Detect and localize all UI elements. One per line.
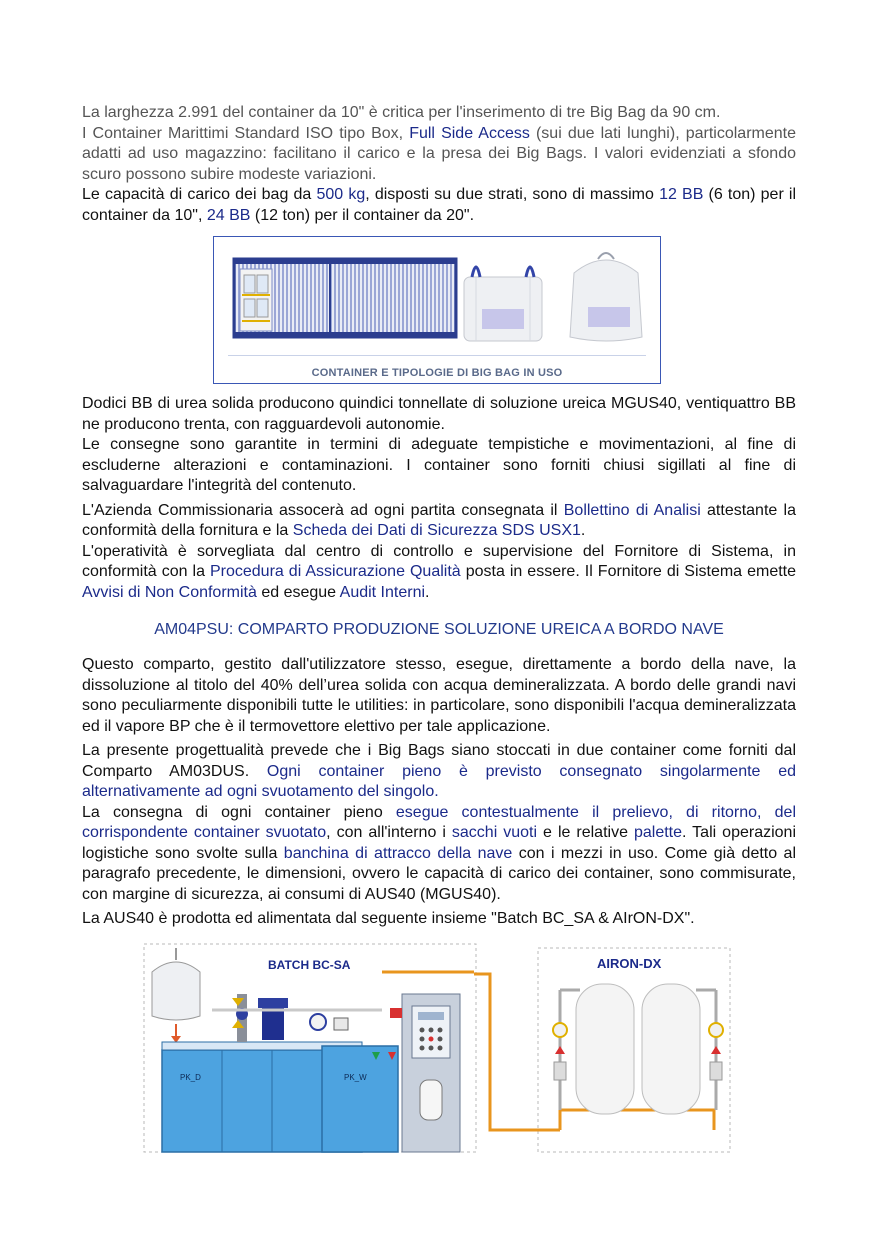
p4-text-b: posta in essere. Il Fornitore di Sistema emette bbox=[460, 563, 796, 580]
p3-text-c: . bbox=[580, 522, 586, 539]
s3-text-a: La consegna di ogni container pieno bbox=[82, 803, 396, 821]
p3-text-a: L'Azienda Commissionaria assocerà ad ogni partita consegnata il bbox=[82, 501, 564, 519]
big-bag-with-straps-drawing bbox=[464, 267, 542, 341]
intro-line2-b: (sui due lati lunghi), particolarmente adatti ad uso magazzino: facilitano il carico e la presa dei Big Bags. I valori evidenziati a sfondo scuro possono subire modeste variazioni. bbox=[82, 124, 797, 183]
intro-line2-a: I Container Marittimi Standard ISO tipo Box, bbox=[82, 124, 410, 142]
capacity-paragraph bbox=[82, 185, 796, 226]
container-bigbag-figure bbox=[213, 236, 661, 384]
avvisi-non-conformita-link[interactable]: Avvisi di Non Conformità bbox=[82, 583, 257, 601]
capacity-text-b: , disposti su due strati, sono di massimo bbox=[365, 186, 660, 203]
procedura-qualita-link[interactable]: Procedura di Assicurazione Qualità bbox=[209, 563, 461, 580]
full-side-access-link[interactable]: Full Side Access bbox=[409, 124, 530, 142]
control-cabinet bbox=[390, 994, 460, 1152]
pump-and-valves bbox=[212, 994, 382, 1042]
s3-text-e: con i mezzi in uso. Come già detto al paragrafo precedente, le dimensioni, ovvero le capacità di carico dei container, sono commisurate, con margine di sicurezza, ai consumi di AUS40 (MGUS40). bbox=[82, 844, 797, 903]
p4-text-a: L'operatività è sorvegliata dal centro di controllo e supervisione del Fornitore di Sistema, in conformità con la bbox=[82, 542, 796, 580]
capacity-text-d: (12 ton) per il container da 20". bbox=[250, 206, 475, 224]
body-paragraph-1: Dodici BB di urea solida producono quindici tonnellate di soluzione ureica MGUS40, ventiquattro BB ne producono trenta, con ragguardevoli autonomie. bbox=[82, 395, 796, 433]
figure-divider bbox=[228, 355, 646, 356]
container-bigbag-illustration bbox=[214, 237, 659, 352]
body-paragraph-2: Le consegne sono garantite in termini di adeguate tempistiche e movimentazioni, al fine di escluderne alterazioni e contaminazioni. I container sono forniti chiusi sigillati al fine di salvaguardare l'integrità del contenuto. bbox=[82, 436, 796, 494]
figure1-caption: CONTAINER E TIPOLOGIE DI BIG BAG IN USO bbox=[311, 367, 563, 379]
capacity-text-c: (6 ton) per il container da 10", bbox=[82, 186, 797, 224]
sds-usx1-link[interactable]: Scheda dei Dati di Sicurezza SDS USX1 bbox=[292, 522, 581, 539]
body-paragraph-3 bbox=[82, 501, 796, 542]
s3-highlight-3: palette bbox=[633, 824, 683, 841]
capacity-500kg: 500 kg bbox=[316, 186, 366, 203]
batch-airon-diagram bbox=[82, 942, 796, 1156]
capacity-12bb: 12 BB bbox=[659, 186, 704, 203]
intro-line1: La larghezza 2.991 del container da 10" è critica per l'inserimento di tre Big Bag da 90 cm. bbox=[82, 104, 721, 121]
intro-paragraph bbox=[82, 103, 796, 185]
p3-text-b: attestante la conformità della fornitura e la bbox=[82, 501, 797, 539]
section-paragraph-3 bbox=[82, 803, 796, 906]
s2-text-a: La presente progettualità prevede che i Big Bags siano stoccati in due container come forniti dal Comparto AM03DUS. bbox=[82, 742, 796, 780]
document-page bbox=[82, 103, 796, 1156]
big-bag-round-drawing bbox=[570, 253, 642, 341]
hoisted-big-bag bbox=[152, 948, 200, 1043]
s3-highlight-2: sacchi vuoti bbox=[451, 824, 538, 841]
section-paragraph-2 bbox=[82, 741, 796, 803]
section-heading: AM04PSU: COMPARTO PRODUZIONE SOLUZIONE UREICA A BORDO NAVE bbox=[154, 621, 724, 638]
s3-highlight-1: esegue contestualmente il prelievo, di ritorno, del corrispondente container svuotato bbox=[82, 803, 797, 841]
bollettino-analisi-link[interactable]: Bollettino di Analisi bbox=[563, 501, 701, 519]
p4-text-d: . bbox=[425, 583, 430, 601]
tank1-label: PK_D bbox=[180, 1072, 201, 1082]
s3-text-b: , con all'interno i bbox=[326, 824, 452, 841]
body-paragraph-4 bbox=[82, 542, 796, 604]
s3-text-c: e le relative bbox=[537, 824, 634, 841]
container-drawing bbox=[234, 259, 456, 337]
s3-highlight-4: banchina di attracco della nave bbox=[283, 844, 513, 862]
airon-vessels bbox=[553, 984, 723, 1114]
capacity-24bb: 24 BB bbox=[206, 206, 251, 224]
audit-interni-link[interactable]: Audit Interni bbox=[339, 583, 426, 601]
airon-title: AIRON-DX bbox=[597, 955, 662, 971]
s3-text-d: . Tali operazioni logistiche sono svolte sulla bbox=[82, 824, 797, 862]
tank2-label: PK_W bbox=[344, 1072, 367, 1082]
p4-text-c: ed esegue bbox=[256, 583, 340, 601]
batch-airon-figure bbox=[82, 942, 796, 1156]
tank-group bbox=[162, 1042, 398, 1152]
section-paragraph-1: Questo comparto, gestito dall'utilizzatore stesso, esegue, direttamente a bordo della nave, la dissoluzione al titolo del 40% dell’urea solida con acqua demineralizzata. A bordo delle grandi navi sono peculiarmente disponibili tutte le utilities: in particolare, sono disponibili l'acqua demineralizzata ed il vapore BP che è il termovettore elettivo per tale applicazione. bbox=[82, 656, 796, 735]
s2-highlight: Ogni container pieno è previsto consegnato singolarmente ed alternativamente ad ogni svuotamento del singolo. bbox=[82, 762, 796, 800]
batch-title: BATCH BC-SA bbox=[268, 957, 351, 972]
capacity-text-a: Le capacità di carico dei bag da bbox=[82, 186, 317, 203]
section-paragraph-4: La AUS40 è prodotta ed alimentata dal seguente insieme "Batch BC_SA & AIrON-DX". bbox=[82, 910, 695, 927]
